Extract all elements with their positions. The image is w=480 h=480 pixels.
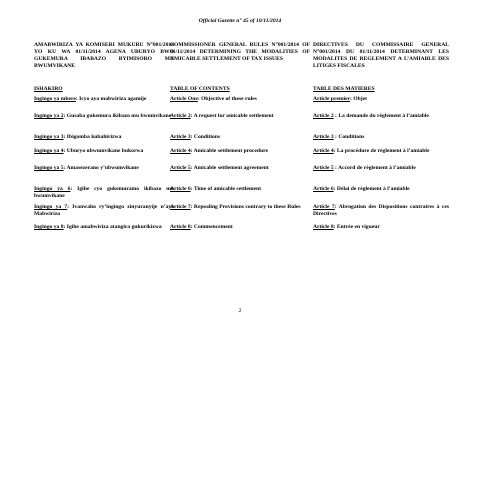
toc-entry[interactable] bbox=[313, 96, 449, 103]
toc-entry[interactable] bbox=[170, 113, 310, 120]
toc-entry-title: : Entrée en vigueur bbox=[333, 224, 380, 230]
toc-entry-article-label[interactable]: Article 5 bbox=[313, 165, 334, 171]
toc-entry-title: : A request for amicable settlement bbox=[190, 113, 274, 119]
toc-entry[interactable] bbox=[170, 204, 310, 211]
toc-entry[interactable] bbox=[170, 224, 310, 231]
toc-entry-title: : Igihe amabwiriza atangira gukurikizwa bbox=[63, 224, 162, 230]
toc-entry[interactable] bbox=[313, 224, 449, 231]
toc-entry[interactable] bbox=[34, 113, 174, 120]
page-number: 2 bbox=[238, 308, 242, 314]
toc-entry[interactable] bbox=[170, 96, 310, 103]
toc-entry-article-label[interactable]: Article 5 bbox=[170, 165, 191, 171]
toc-entry-title: : Repealing Provisions contrary to these Rules bbox=[190, 204, 301, 210]
toc-entry-article-label[interactable]: Article 7 bbox=[313, 204, 335, 210]
french-column bbox=[313, 42, 449, 230]
kinyarwanda-column bbox=[34, 42, 174, 230]
toc-entry-title: : Accord de règlement à l’amiable bbox=[333, 165, 416, 171]
toc-entry-title: : Icyo aya mabwiriza agamije bbox=[75, 96, 147, 102]
toc-entry-title: : Objet bbox=[350, 96, 367, 102]
toc-entry-article-label[interactable]: Article 4 bbox=[170, 148, 191, 154]
toc-entry-article-label[interactable]: Ingingo ya 6 bbox=[34, 186, 71, 192]
toc-entry-title: : Igihe cyo gukemuramo ikibazo mu bwumvikane bbox=[34, 186, 174, 200]
toc-entry[interactable] bbox=[34, 134, 174, 141]
toc-entry-article-label[interactable]: Article 7 bbox=[170, 204, 191, 210]
toc-entry-article-label[interactable]: Article One bbox=[170, 96, 198, 102]
toc-entry-title: : Amasezerano y’ubwumvikane bbox=[63, 165, 139, 171]
toc-entry-article-label[interactable]: Article 8 bbox=[170, 224, 191, 230]
document-title: DIRECTIVES DU COMMISSAIRE GENERAL N°001/2014 DU 01/11/2014 DETERMINANT LES MODALITES DE REGLEMENT A L’AMIABLE DES LITIGES FISCALES bbox=[313, 42, 449, 70]
toc-entry-article-label[interactable]: Article 6 bbox=[170, 186, 191, 192]
toc-entry[interactable] bbox=[313, 186, 449, 193]
toc-entry-title: : Time of amicable settlement bbox=[190, 186, 261, 192]
toc-entry[interactable] bbox=[170, 186, 310, 193]
toc-entry[interactable] bbox=[34, 148, 174, 155]
toc-entry-title: : Conditions bbox=[190, 134, 221, 140]
table-of-contents-heading: TABLE DES MATIERES bbox=[313, 86, 375, 92]
toc-entry-article-label[interactable]: Article 2 bbox=[170, 113, 191, 119]
toc-entry[interactable] bbox=[313, 204, 449, 218]
toc-entry-article-label[interactable]: Article premier bbox=[313, 96, 351, 102]
toc-entry[interactable] bbox=[170, 165, 310, 172]
toc-entry-article-label[interactable]: Ingingo ya 3 bbox=[34, 134, 64, 140]
toc-entry-article-label[interactable]: Article 8 bbox=[313, 224, 334, 230]
toc-entry-article-label[interactable]: Article 4 bbox=[313, 148, 334, 154]
toc-entry-title: : Conditions bbox=[333, 134, 365, 140]
toc-entry-title: : La demande du règlement à l’amiable bbox=[333, 113, 429, 119]
table-of-contents-heading: ISHAKIRO bbox=[34, 86, 63, 92]
document-title: COMMISSIONER GENERAL RULES N°001/2014 OF 01/11/2014 DETERMINING THE MODALITIES OF AMICABLE SETTLEMENT OF TAX ISSUES bbox=[170, 42, 310, 63]
toc-entry[interactable] bbox=[34, 96, 174, 103]
toc-entry-article-label[interactable]: Ingingo ya 2 bbox=[34, 113, 64, 119]
toc-entry[interactable] bbox=[313, 134, 449, 141]
toc-entry[interactable] bbox=[313, 165, 449, 172]
toc-entry-title: : Objective of these rules bbox=[197, 96, 257, 102]
toc-entry[interactable] bbox=[34, 204, 174, 218]
toc-entry-article-label[interactable]: Article 6 bbox=[313, 186, 334, 192]
gazette-header: Official Gazette n° 45 of 10/11/2014 bbox=[198, 18, 282, 24]
toc-entry-title: : Amicable settlement agreement bbox=[190, 165, 269, 171]
toc-entry-title: : Ibigomba kubahirizwa bbox=[63, 134, 122, 140]
toc-entry[interactable] bbox=[34, 186, 174, 200]
toc-entry[interactable] bbox=[170, 148, 310, 155]
toc-entry-article-label[interactable]: Ingingo ya mbere bbox=[34, 96, 76, 102]
document-title: AMABWIRIZA YA KOMISERI MUKURU N°001/2014 YO KU WA 01/11/2014 AGENA UBURYO BWO GUKEMURA IBABAZO BYIMISORO MU BWUMVIKANE bbox=[34, 42, 174, 70]
toc-entry-article-label[interactable]: Ingingo ya 5 bbox=[34, 165, 64, 171]
english-column bbox=[170, 42, 310, 230]
toc-entry-title: : Amicable settlement procedure bbox=[190, 148, 268, 154]
toc-entry-article-label[interactable]: Article 3 bbox=[170, 134, 191, 140]
toc-entry-title: : Gusaba gukemura ikibazo mu bwumvikane bbox=[63, 113, 172, 119]
toc-entry[interactable] bbox=[313, 148, 449, 155]
toc-entry-title: : Commencement bbox=[190, 224, 233, 230]
toc-entry[interactable] bbox=[313, 113, 449, 120]
toc-entry-article-label[interactable]: Article 2 bbox=[313, 113, 334, 119]
toc-entry-title: : Abrogation des Dispositions contraires à ces Directives bbox=[313, 204, 449, 218]
toc-entry-title: : La procédure de règlement à l’amiable bbox=[333, 148, 430, 154]
toc-entry-title: : Ivanwaho ry’ingingo zinyuranyije n’aya Mabwiriza bbox=[34, 204, 174, 218]
table-of-contents-heading: TABLE OF CONTENTS bbox=[170, 86, 230, 92]
toc-entry-article-label[interactable]: Article 3 bbox=[313, 134, 334, 140]
toc-entry-article-label[interactable]: Ingingo ya 7 bbox=[34, 204, 68, 210]
toc-entry-title: : Délai de règlement à l’amiable bbox=[333, 186, 410, 192]
toc-entry[interactable] bbox=[170, 134, 310, 141]
toc-entry-title: : Uburyo ubwumvikane bukorwa bbox=[63, 148, 144, 154]
toc-entry[interactable] bbox=[34, 224, 174, 231]
toc-entry[interactable] bbox=[34, 165, 174, 172]
toc-entry-article-label[interactable]: Ingingo ya 8 bbox=[34, 224, 64, 230]
toc-entry-article-label[interactable]: Ingingo ya 4 bbox=[34, 148, 64, 154]
